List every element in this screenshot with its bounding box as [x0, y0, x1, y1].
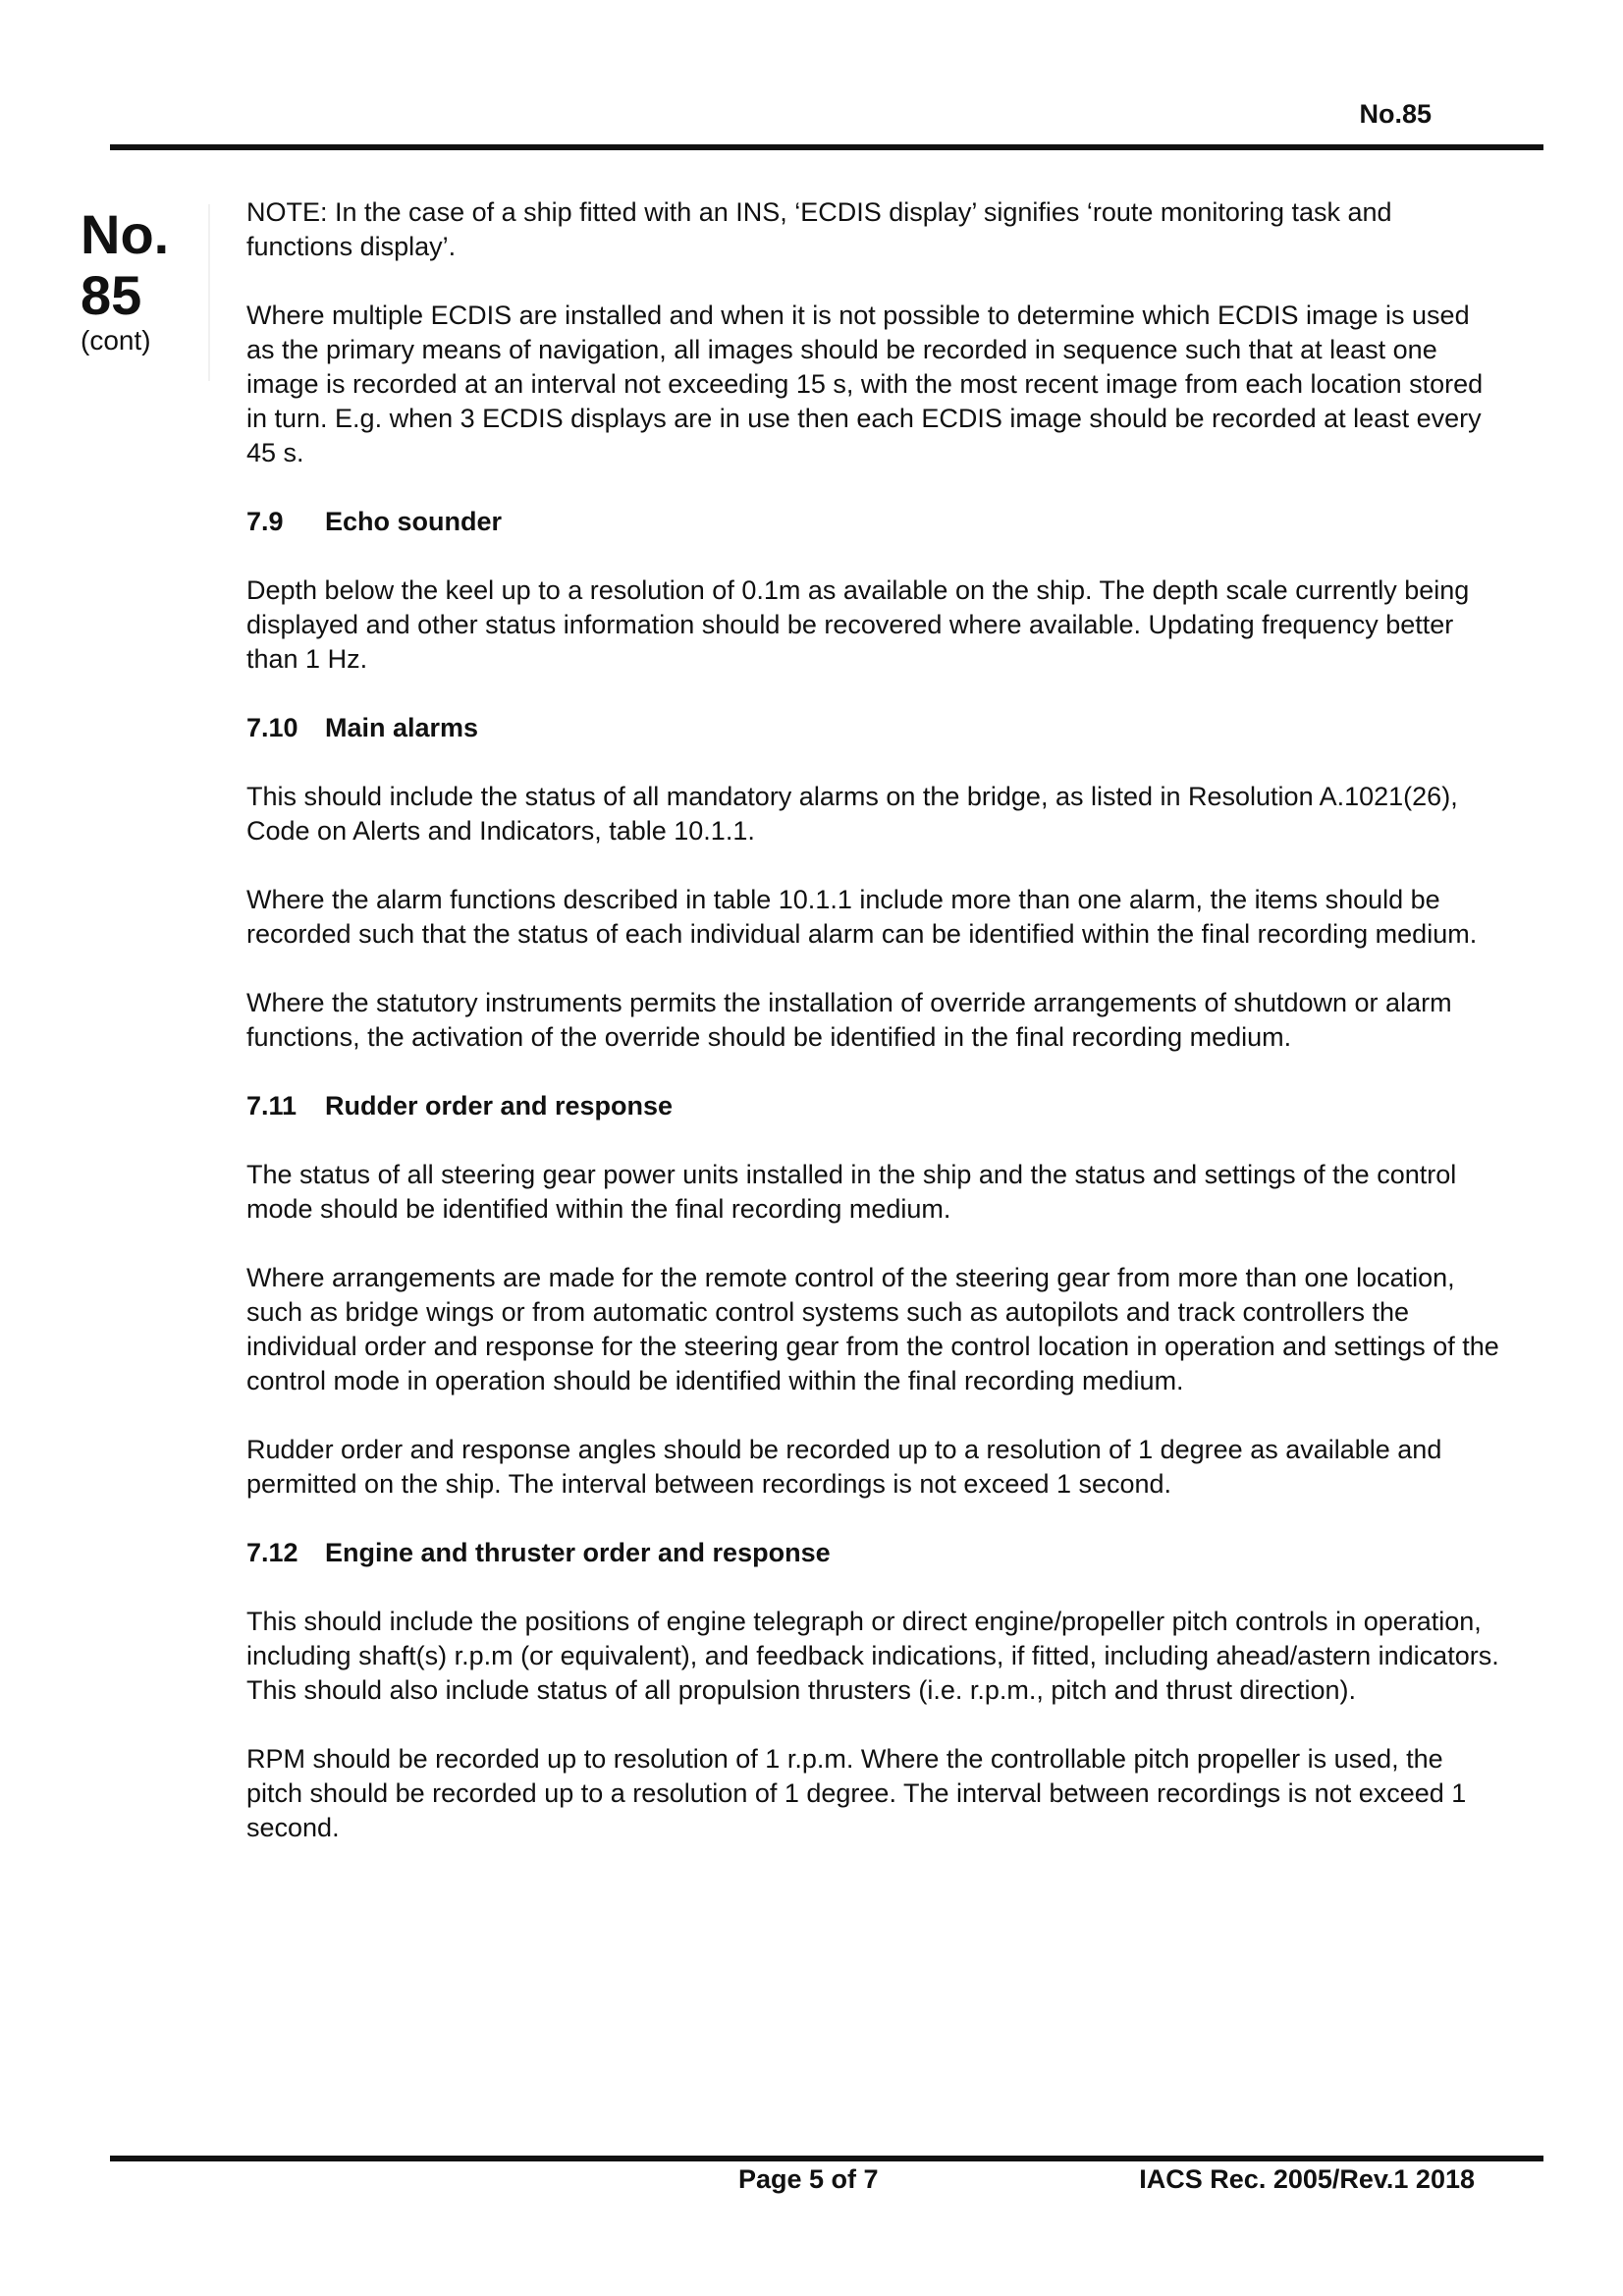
section-paragraph: Where the statutory instruments permits the installation of override arrangements of shutdown or alarm functions, the activation of the override should be identified in the final recording medium. [246, 988, 1452, 1052]
side-tag [81, 204, 210, 381]
page-header-label: No.85 [1359, 99, 1432, 129]
section-paragraph: This should include the positions of engine telegraph or direct engine/propeller pitch controls in operation, including shaft(s) r.p.m (or equivalent), and feedback indications, if fitted, including ahead/astern indicators. This should also include status of all propulsion thrusters (i.e. r.p.m., pitch and thrust direction). [246, 1607, 1499, 1705]
section-title: Engine and thruster order and response [325, 1538, 831, 1567]
header-rule [110, 144, 1543, 150]
section-title: Rudder order and response [325, 1091, 674, 1121]
section-number: 7.11 [246, 1091, 298, 1121]
section-paragraph: Where the alarm functions described in table 10.1.1 include more than one alarm, the items should be recorded such that the status of each individual alarm can be identified within the final recording medium. [246, 885, 1478, 949]
section-number: 7.12 [246, 1538, 298, 1567]
section-title: Echo sounder [325, 507, 503, 536]
section-heading-7-10 [246, 711, 1503, 745]
footer-rule [110, 2156, 1543, 2161]
section-paragraph: RPM should be recorded up to resolution of 1 r.p.m. Where the controllable pitch propeller is used, the pitch should be recorded up to a resolution of 1 degree. The interval between recordings is not exceed 1 second. [246, 1744, 1467, 1842]
section-number: 7.9 [246, 507, 284, 536]
section-heading-7-9 [246, 505, 1503, 539]
section-heading-7-11 [246, 1089, 1503, 1123]
footer-document-reference: IACS Rec. 2005/Rev.1 2018 [1139, 2164, 1475, 2194]
section-title: Main alarms [325, 713, 479, 742]
section-paragraph: The status of all steering gear power units installed in the ship and the status and settings of the control mode should be identified within the final recording medium. [246, 1160, 1457, 1224]
section-paragraph: Where arrangements are made for the remote control of the steering gear from more than one location, such as bridge wings or from automatic control systems such as autopilots and track controllers the individual order and response for the steering gear from the control location in operation and settings of the control mode in operation should be identified within the final recording medium. [246, 1263, 1499, 1395]
document-body [246, 195, 1503, 1880]
section-paragraph: Rudder order and response angles should be recorded up to a resolution of 1 degree as available and permitted on the ship. The interval between recordings is not exceed 1 second. [246, 1435, 1442, 1499]
multiple-ecdis-paragraph: Where multiple ECDIS are installed and when it is not possible to determine which ECDIS image is used as the primary means of navigation, all images should be recorded in sequence such that at least one image is recorded at an interval not exceeding 15 s, with the most recent image from each location stored in turn. E.g. when 3 ECDIS displays are in use then each ECDIS image should be recorded at least every 45 s. [246, 301, 1484, 467]
footer-page-number: Page 5 of 7 [738, 2164, 879, 2194]
side-tag-cont: (cont) [81, 325, 151, 355]
section-paragraph: This should include the status of all mandatory alarms on the bridge, as listed in Resolution A.1021(26), Code on Alerts and Indicators, table 10.1.1. [246, 782, 1458, 846]
section-number: 7.10 [246, 713, 298, 742]
section-paragraph: Depth below the keel up to a resolution of 0.1m as available on the ship. The depth scale currently being displayed and other status information should be recovered where available. Updating frequency better than 1 Hz. [246, 575, 1470, 674]
section-heading-7-12 [246, 1536, 1503, 1570]
side-tag-no: No. [81, 203, 170, 265]
note-paragraph: NOTE: In the case of a ship fitted with an INS, ‘ECDIS display’ signifies ‘route monitoring task and functions display’. [246, 197, 1392, 261]
side-tag-number: 85 [81, 264, 142, 326]
